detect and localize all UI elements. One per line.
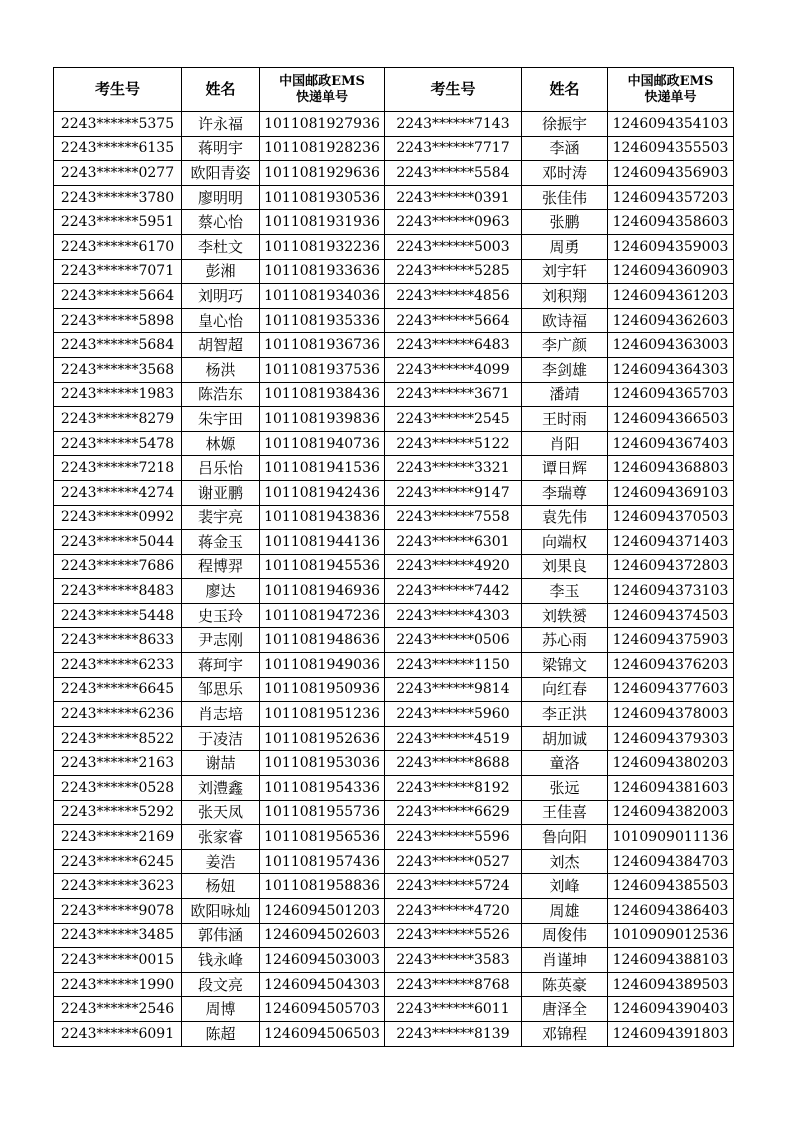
ems-number-cell: 1246094385503 — [608, 874, 734, 899]
ems-number-cell: 1246094501203 — [260, 899, 385, 924]
ems-number-cell: 1011081935336 — [260, 308, 385, 333]
exam-id-cell: 2243******4274 — [54, 480, 182, 505]
name-cell: 唐泽全 — [522, 997, 608, 1022]
ems-number-cell: 1246094503003 — [260, 948, 385, 973]
name-cell: 林嫄 — [182, 431, 260, 456]
ems-number-cell: 1011081936736 — [260, 333, 385, 358]
ems-number-cell: 1246094382003 — [608, 800, 734, 825]
ems-number-cell: 1246094370503 — [608, 505, 734, 530]
table-row — [54, 112, 734, 137]
table-row — [54, 751, 734, 776]
name-cell: 钱永峰 — [182, 948, 260, 973]
ems-number-cell: 1246094366503 — [608, 407, 734, 432]
table-row — [54, 997, 734, 1022]
header-ems-line2: 快递单号 — [295, 89, 348, 105]
name-cell: 谢亚鹏 — [182, 480, 260, 505]
ems-number-cell: 1011081954336 — [260, 776, 385, 801]
name-cell: 郭伟涵 — [182, 923, 260, 948]
exam-id-cell: 2243******3671 — [385, 382, 522, 407]
name-cell: 向红春 — [522, 677, 608, 702]
table-row — [54, 480, 734, 505]
name-cell: 廖达 — [182, 579, 260, 604]
ems-number-cell: 1011081942436 — [260, 480, 385, 505]
name-cell: 邓锦程 — [522, 1021, 608, 1046]
header-ems-number — [260, 68, 385, 112]
exam-id-cell: 2243******8522 — [54, 726, 182, 751]
ems-number-cell: 1246094390403 — [608, 997, 734, 1022]
exam-id-cell: 2243******5375 — [54, 112, 182, 137]
exam-id-cell: 2243******6236 — [54, 702, 182, 727]
ems-number-cell: 1246094368803 — [608, 456, 734, 481]
ems-number-cell: 1011081930536 — [260, 185, 385, 210]
exam-id-cell: 2243******5664 — [385, 308, 522, 333]
name-cell: 潘靖 — [522, 382, 608, 407]
name-cell: 胡智超 — [182, 333, 260, 358]
exam-id-cell: 2243******5044 — [54, 530, 182, 555]
ems-number-cell: 1011081934036 — [260, 284, 385, 309]
table-row — [54, 308, 734, 333]
name-cell: 邓时涛 — [522, 161, 608, 186]
ems-number-cell: 1246094358603 — [608, 210, 734, 235]
ems-number-cell: 1246094354103 — [608, 112, 734, 137]
exam-id-cell: 2243******5584 — [385, 161, 522, 186]
ems-number-cell: 1246094380203 — [608, 751, 734, 776]
ems-number-cell: 1246094502603 — [260, 923, 385, 948]
exam-id-cell: 2243******0992 — [54, 505, 182, 530]
ems-number-cell: 1246094356903 — [608, 161, 734, 186]
table-row — [54, 136, 734, 161]
name-cell: 程博羿 — [182, 554, 260, 579]
ems-number-cell: 1011081955736 — [260, 800, 385, 825]
exam-id-cell: 2243******3780 — [54, 185, 182, 210]
exam-id-cell: 2243******3583 — [385, 948, 522, 973]
exam-id-cell: 2243******0528 — [54, 776, 182, 801]
table-row — [54, 603, 734, 628]
name-cell: 向端权 — [522, 530, 608, 555]
header-exam-id: 考生号 — [54, 68, 182, 112]
name-cell: 谢喆 — [182, 751, 260, 776]
name-cell: 邹思乐 — [182, 677, 260, 702]
exam-id-cell: 2243******5724 — [385, 874, 522, 899]
ems-number-cell: 1246094505703 — [260, 997, 385, 1022]
name-cell: 胡加诚 — [522, 726, 608, 751]
name-cell: 张家睿 — [182, 825, 260, 850]
name-cell: 廖明明 — [182, 185, 260, 210]
name-cell: 王佳喜 — [522, 800, 608, 825]
ems-number-cell: 1246094391803 — [608, 1021, 734, 1046]
name-cell: 李杜文 — [182, 234, 260, 259]
exam-id-cell: 2243******3485 — [54, 923, 182, 948]
table-row — [54, 407, 734, 432]
ems-number-cell: 1246094360903 — [608, 259, 734, 284]
ems-number-cell: 1011081956536 — [260, 825, 385, 850]
name-cell: 蔡心怡 — [182, 210, 260, 235]
table-row — [54, 628, 734, 653]
exam-id-cell: 2243******7558 — [385, 505, 522, 530]
name-cell: 李涵 — [522, 136, 608, 161]
exam-id-cell: 2243******6135 — [54, 136, 182, 161]
name-cell: 欧阳青姿 — [182, 161, 260, 186]
ems-number-cell: 1011081941536 — [260, 456, 385, 481]
header-name: 姓名 — [182, 68, 260, 112]
name-cell: 周勇 — [522, 234, 608, 259]
name-cell: 刘宇轩 — [522, 259, 608, 284]
header-ems-line2-right: 快递单号 — [644, 89, 697, 105]
table-row — [54, 653, 734, 678]
name-cell: 刘澧鑫 — [182, 776, 260, 801]
exam-id-cell: 2243******6170 — [54, 234, 182, 259]
name-cell: 于凌洁 — [182, 726, 260, 751]
exam-id-cell: 2243******7071 — [54, 259, 182, 284]
exam-id-cell: 2243******1983 — [54, 382, 182, 407]
ems-number-cell: 1011081943836 — [260, 505, 385, 530]
ems-number-cell: 1011081952636 — [260, 726, 385, 751]
ems-number-cell: 1011081929636 — [260, 161, 385, 186]
name-cell: 鲁向阳 — [522, 825, 608, 850]
exam-id-cell: 2243******8768 — [385, 972, 522, 997]
ems-number-cell: 1246094381603 — [608, 776, 734, 801]
ems-number-cell: 1246094506503 — [260, 1021, 385, 1046]
exam-id-cell: 2243******8192 — [385, 776, 522, 801]
ems-number-cell: 1011081946936 — [260, 579, 385, 604]
name-cell: 蒋明宇 — [182, 136, 260, 161]
name-cell: 王时雨 — [522, 407, 608, 432]
name-cell: 张远 — [522, 776, 608, 801]
ems-number-cell: 1246094377603 — [608, 677, 734, 702]
table-row — [54, 1021, 734, 1046]
ems-number-cell: 1011081940736 — [260, 431, 385, 456]
header-ems-number-right — [608, 68, 734, 112]
table-row — [54, 259, 734, 284]
exam-id-cell: 2243******3568 — [54, 357, 182, 382]
exam-id-cell: 2243******7143 — [385, 112, 522, 137]
table-row — [54, 333, 734, 358]
exam-id-cell: 2243******5951 — [54, 210, 182, 235]
ems-number-cell: 1011081937536 — [260, 357, 385, 382]
exam-id-cell: 2243******4720 — [385, 899, 522, 924]
header-ems-line1: 中国邮政EMS — [279, 73, 365, 89]
exam-id-cell: 2243******8279 — [54, 407, 182, 432]
ems-number-cell: 1246094388103 — [608, 948, 734, 973]
ems-number-cell: 1246094357203 — [608, 185, 734, 210]
exam-id-cell: 2243******9814 — [385, 677, 522, 702]
exam-id-cell: 2243******5478 — [54, 431, 182, 456]
exam-id-cell: 2243******0506 — [385, 628, 522, 653]
ems-number-cell: 1246094369103 — [608, 480, 734, 505]
name-cell: 刘峰 — [522, 874, 608, 899]
ems-number-cell: 1246094374503 — [608, 603, 734, 628]
exam-id-cell: 2243******5684 — [54, 333, 182, 358]
exam-id-cell: 2243******5285 — [385, 259, 522, 284]
exam-id-cell: 2243******1150 — [385, 653, 522, 678]
ems-number-cell: 1246094364303 — [608, 357, 734, 382]
ems-number-cell: 1246094363003 — [608, 333, 734, 358]
table-row — [54, 210, 734, 235]
table-row — [54, 702, 734, 727]
ems-number-cell: 1246094384703 — [608, 849, 734, 874]
ems-number-cell: 1246094504303 — [260, 972, 385, 997]
exam-id-cell: 2243******2545 — [385, 407, 522, 432]
exam-id-cell: 2243******6245 — [54, 849, 182, 874]
exam-id-cell: 2243******2169 — [54, 825, 182, 850]
ems-number-cell: 1011081957436 — [260, 849, 385, 874]
exam-id-cell: 2243******0277 — [54, 161, 182, 186]
exam-id-cell: 2243******0015 — [54, 948, 182, 973]
exam-id-cell: 2243******8633 — [54, 628, 182, 653]
exam-id-cell: 2243******6629 — [385, 800, 522, 825]
exam-id-cell: 2243******2546 — [54, 997, 182, 1022]
ems-number-cell: 1011081938436 — [260, 382, 385, 407]
exam-id-cell: 2243******5003 — [385, 234, 522, 259]
exam-id-cell: 2243******4519 — [385, 726, 522, 751]
ems-number-cell: 1011081958836 — [260, 874, 385, 899]
ems-number-cell: 1011081928236 — [260, 136, 385, 161]
exam-id-cell: 2243******7686 — [54, 554, 182, 579]
ems-number-cell: 1246094372803 — [608, 554, 734, 579]
name-cell: 许永福 — [182, 112, 260, 137]
ems-number-cell: 1246094365703 — [608, 382, 734, 407]
name-cell: 周博 — [182, 997, 260, 1022]
name-cell: 张天凤 — [182, 800, 260, 825]
exam-id-cell: 2243******4099 — [385, 357, 522, 382]
table-row — [54, 505, 734, 530]
name-cell: 刘轶赟 — [522, 603, 608, 628]
table-row — [54, 234, 734, 259]
ems-number-cell: 1010909012536 — [608, 923, 734, 948]
name-cell: 李玉 — [522, 579, 608, 604]
name-cell: 史玉玲 — [182, 603, 260, 628]
table-row — [54, 849, 734, 874]
ems-number-cell: 1010909011136 — [608, 825, 734, 850]
name-cell: 李剑雄 — [522, 357, 608, 382]
name-cell: 陈浩东 — [182, 382, 260, 407]
name-cell: 皇心怡 — [182, 308, 260, 333]
exam-id-cell: 2243******8139 — [385, 1021, 522, 1046]
name-cell: 吕乐怡 — [182, 456, 260, 481]
ems-number-cell: 1246094389503 — [608, 972, 734, 997]
ems-number-cell: 1011081947236 — [260, 603, 385, 628]
name-cell: 肖志培 — [182, 702, 260, 727]
table-row — [54, 776, 734, 801]
exam-id-cell: 2243******6483 — [385, 333, 522, 358]
name-cell: 欧诗福 — [522, 308, 608, 333]
table-row — [54, 284, 734, 309]
name-cell: 尹志刚 — [182, 628, 260, 653]
ems-number-cell: 1011081953036 — [260, 751, 385, 776]
exam-id-cell: 2243******1990 — [54, 972, 182, 997]
table-row — [54, 923, 734, 948]
name-cell: 蒋金玉 — [182, 530, 260, 555]
name-cell: 陈英豪 — [522, 972, 608, 997]
name-cell: 李正洪 — [522, 702, 608, 727]
exam-id-cell: 2243******6011 — [385, 997, 522, 1022]
table-row — [54, 431, 734, 456]
table-row — [54, 161, 734, 186]
exam-id-cell: 2243******4856 — [385, 284, 522, 309]
ems-number-cell: 1011081933636 — [260, 259, 385, 284]
table-row — [54, 800, 734, 825]
name-cell: 童洛 — [522, 751, 608, 776]
name-cell: 徐振宇 — [522, 112, 608, 137]
exam-id-cell: 2243******5898 — [54, 308, 182, 333]
exam-id-cell: 2243******3321 — [385, 456, 522, 481]
name-cell: 杨妞 — [182, 874, 260, 899]
name-cell: 谭日辉 — [522, 456, 608, 481]
name-cell: 杨洪 — [182, 357, 260, 382]
ems-number-cell: 1246094361203 — [608, 284, 734, 309]
name-cell: 刘杰 — [522, 849, 608, 874]
exam-id-cell: 2243******5122 — [385, 431, 522, 456]
ems-number-cell: 1246094355503 — [608, 136, 734, 161]
table-row — [54, 825, 734, 850]
name-cell: 张鹏 — [522, 210, 608, 235]
name-cell: 朱宇田 — [182, 407, 260, 432]
ems-number-cell: 1011081948636 — [260, 628, 385, 653]
exam-id-cell: 2243******4303 — [385, 603, 522, 628]
ems-number-cell: 1246094371403 — [608, 530, 734, 555]
ems-number-cell: 1011081951236 — [260, 702, 385, 727]
name-cell: 周雄 — [522, 899, 608, 924]
exam-id-cell: 2243******7717 — [385, 136, 522, 161]
name-cell: 张佳伟 — [522, 185, 608, 210]
table-row — [54, 530, 734, 555]
name-cell: 梁锦文 — [522, 653, 608, 678]
exam-id-cell: 2243******7442 — [385, 579, 522, 604]
table-row — [54, 456, 734, 481]
name-cell: 陈超 — [182, 1021, 260, 1046]
name-cell: 刘积翔 — [522, 284, 608, 309]
ems-number-cell: 1246094386403 — [608, 899, 734, 924]
name-cell: 彭湘 — [182, 259, 260, 284]
ems-number-cell: 1246094375903 — [608, 628, 734, 653]
table-row — [54, 185, 734, 210]
exam-id-cell: 2243******5448 — [54, 603, 182, 628]
header-ems-line1-right: 中国邮政EMS — [627, 73, 714, 89]
name-cell: 刘果良 — [522, 554, 608, 579]
name-cell: 苏心雨 — [522, 628, 608, 653]
ems-number-cell: 1246094362603 — [608, 308, 734, 333]
name-cell: 欧阳咏灿 — [182, 899, 260, 924]
exam-id-cell: 2243******0527 — [385, 849, 522, 874]
ems-number-cell: 1246094367403 — [608, 431, 734, 456]
name-cell: 周俊伟 — [522, 923, 608, 948]
ems-number-cell: 1246094359003 — [608, 234, 734, 259]
table-row — [54, 554, 734, 579]
table-row — [54, 357, 734, 382]
exam-id-cell: 2243******5526 — [385, 923, 522, 948]
exam-id-cell: 2243******6091 — [54, 1021, 182, 1046]
exam-id-cell: 2243******6645 — [54, 677, 182, 702]
ems-number-cell: 1011081932236 — [260, 234, 385, 259]
name-cell: 袁先伟 — [522, 505, 608, 530]
name-cell: 段文亮 — [182, 972, 260, 997]
ems-number-cell: 1011081949036 — [260, 653, 385, 678]
exam-id-cell: 2243******9078 — [54, 899, 182, 924]
ems-number-cell: 1011081945536 — [260, 554, 385, 579]
name-cell: 肖阳 — [522, 431, 608, 456]
table-row — [54, 677, 734, 702]
exam-id-cell: 2243******0963 — [385, 210, 522, 235]
exam-id-cell: 2243******7218 — [54, 456, 182, 481]
name-cell: 裴宇亮 — [182, 505, 260, 530]
name-cell: 蒋珂宇 — [182, 653, 260, 678]
table-row — [54, 948, 734, 973]
table-row — [54, 579, 734, 604]
exam-id-cell: 2243******8688 — [385, 751, 522, 776]
ems-number-cell: 1246094379303 — [608, 726, 734, 751]
name-cell: 刘明巧 — [182, 284, 260, 309]
exam-id-cell: 2243******5960 — [385, 702, 522, 727]
exam-id-cell: 2243******0391 — [385, 185, 522, 210]
table-row — [54, 726, 734, 751]
exam-id-cell: 2243******9147 — [385, 480, 522, 505]
table-body — [54, 112, 734, 1047]
name-cell: 姜浩 — [182, 849, 260, 874]
exam-id-cell: 2243******5596 — [385, 825, 522, 850]
table-row — [54, 972, 734, 997]
table-row — [54, 899, 734, 924]
table-row — [54, 874, 734, 899]
ems-number-cell: 1246094376203 — [608, 653, 734, 678]
exam-id-cell: 2243******5664 — [54, 284, 182, 309]
exam-id-cell: 2243******8483 — [54, 579, 182, 604]
ems-number-cell: 1011081939836 — [260, 407, 385, 432]
ems-tracking-table — [53, 67, 734, 1047]
table-row — [54, 382, 734, 407]
header-name-right: 姓名 — [522, 68, 608, 112]
exam-id-cell: 2243******3623 — [54, 874, 182, 899]
exam-id-cell: 2243******4920 — [385, 554, 522, 579]
exam-id-cell: 2243******5292 — [54, 800, 182, 825]
name-cell: 李广颜 — [522, 333, 608, 358]
ems-number-cell: 1011081950936 — [260, 677, 385, 702]
exam-id-cell: 2243******6301 — [385, 530, 522, 555]
ems-number-cell: 1246094378003 — [608, 702, 734, 727]
ems-number-cell: 1011081931936 — [260, 210, 385, 235]
ems-number-cell: 1011081944136 — [260, 530, 385, 555]
name-cell: 肖谨坤 — [522, 948, 608, 973]
header-row — [54, 68, 734, 112]
name-cell: 李瑞尊 — [522, 480, 608, 505]
exam-id-cell: 2243******6233 — [54, 653, 182, 678]
ems-number-cell: 1011081927936 — [260, 112, 385, 137]
exam-id-cell: 2243******2163 — [54, 751, 182, 776]
header-exam-id-right: 考生号 — [385, 68, 522, 112]
ems-number-cell: 1246094373103 — [608, 579, 734, 604]
